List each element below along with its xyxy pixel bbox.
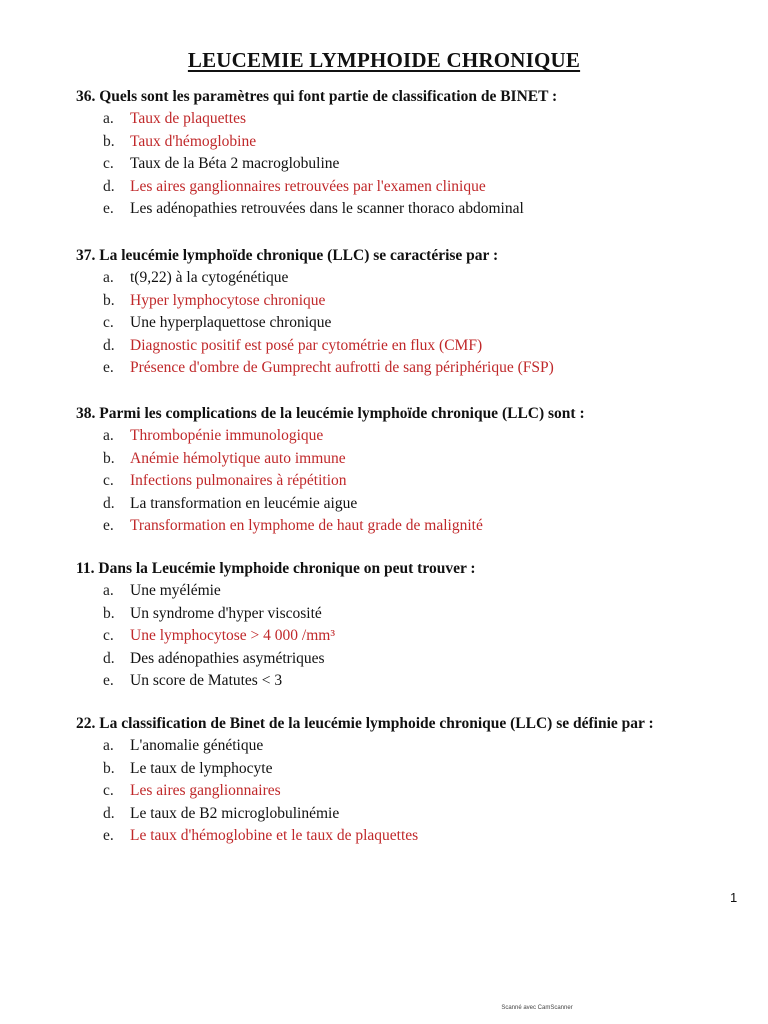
option-text: Les adénopathies retrouvées dans le scanner thoraco abdominal xyxy=(130,200,524,218)
option-text: La transformation en leucémie aigue xyxy=(130,494,358,512)
option-text: Une hyperplaquettose chronique xyxy=(130,314,332,332)
option-c xyxy=(76,470,756,493)
option-text: Taux d'hémoglobine xyxy=(130,132,257,150)
option-b xyxy=(76,290,756,313)
option-a xyxy=(76,267,756,290)
option-letter: b. xyxy=(103,449,115,467)
option-text: Taux de la Béta 2 macroglobuline xyxy=(130,155,340,173)
option-d xyxy=(76,335,756,358)
option-c xyxy=(76,312,756,335)
option-e xyxy=(76,198,756,221)
option-text: Présence d'ombre de Gumprecht aufrotti de sang périphérique (FSP) xyxy=(130,359,554,377)
option-d xyxy=(76,803,756,826)
option-text: t(9,22) à la cytogénétique xyxy=(130,269,289,286)
option-letter: c. xyxy=(103,782,114,800)
option-d xyxy=(76,648,756,671)
option-text: Diagnostic positif est posé par cytométrie en flux (CMF) xyxy=(130,336,483,354)
option-letter: e. xyxy=(103,672,114,690)
option-letter: b. xyxy=(103,291,115,309)
option-letter: b. xyxy=(103,132,115,150)
option-text: Les aires ganglionnaires retrouvées par l'examen clinique xyxy=(130,177,486,195)
page-title: LEUCEMIE LYMPHOIDE CHRONIQUE xyxy=(187,48,581,73)
question-text: 22. La classification de Binet de la leucémie lymphoide chronique (LLC) se définie par : xyxy=(76,715,654,732)
option-letter: d. xyxy=(103,177,115,195)
options-list xyxy=(76,425,756,538)
option-text: Infections pulmonaires à répétition xyxy=(130,472,347,490)
option-letter: e. xyxy=(103,827,114,845)
option-letter: d. xyxy=(103,336,115,354)
option-text: Des adénopathies asymétriques xyxy=(130,649,325,667)
scanner-watermark: Scanné avec CamScanner xyxy=(501,1005,573,1011)
question-36 xyxy=(76,86,756,221)
question-text: 11. Dans la Leucémie lymphoide chronique on peut trouver : xyxy=(76,560,476,577)
option-c xyxy=(76,153,756,176)
option-d xyxy=(76,493,756,516)
option-letter: e. xyxy=(103,200,114,218)
question-22 xyxy=(76,713,756,848)
options-list xyxy=(76,735,756,848)
question-text: 37. La leucémie lymphoïde chronique (LLC) se caractérise par : xyxy=(76,247,499,264)
option-b xyxy=(76,603,756,626)
option-letter: a. xyxy=(103,269,114,286)
option-text: Une lymphocytose > 4 000 /mm³ xyxy=(130,627,335,645)
options-list xyxy=(76,267,756,380)
option-e xyxy=(76,670,756,693)
option-letter: d. xyxy=(103,804,115,822)
option-text: Le taux de B2 microglobulinémie xyxy=(130,804,340,822)
option-letter: c. xyxy=(103,627,114,645)
option-d xyxy=(76,176,756,199)
option-b xyxy=(76,758,756,781)
option-text: Un score de Matutes < 3 xyxy=(130,672,283,690)
option-letter: b. xyxy=(103,604,115,622)
option-letter: a. xyxy=(103,427,114,444)
option-a xyxy=(76,425,756,448)
option-text: Thrombopénie immunologique xyxy=(130,427,324,444)
option-letter: b. xyxy=(103,759,115,777)
option-letter: c. xyxy=(103,314,114,332)
question-text: 38. Parmi les complications de la leucémie lymphoïde chronique (LLC) sont : xyxy=(76,405,585,422)
option-letter: e. xyxy=(103,359,114,377)
options-list xyxy=(76,580,756,693)
question-38 xyxy=(76,403,756,538)
option-e xyxy=(76,357,756,380)
option-a xyxy=(76,108,756,131)
option-text: Le taux d'hémoglobine et le taux de plaquettes xyxy=(130,827,419,845)
option-text: Une myélémie xyxy=(130,582,221,599)
option-c xyxy=(76,780,756,803)
option-letter: c. xyxy=(103,472,114,490)
option-a xyxy=(76,735,756,758)
option-text: L'anomalie génétique xyxy=(130,737,264,754)
option-letter: d. xyxy=(103,494,115,512)
option-e xyxy=(76,825,756,848)
option-text: Transformation en lymphome de haut grade de malignité xyxy=(130,517,483,535)
option-text: Un syndrome d'hyper viscosité xyxy=(130,604,322,622)
option-b xyxy=(76,448,756,471)
option-letter: e. xyxy=(103,517,114,535)
option-text: Taux de plaquettes xyxy=(130,110,246,127)
option-letter: a. xyxy=(103,110,114,127)
question-text: 36. Quels sont les paramètres qui font partie de classification de BINET : xyxy=(76,88,558,105)
option-text: Anémie hémolytique auto immune xyxy=(130,449,346,467)
options-list xyxy=(76,108,756,221)
option-letter: a. xyxy=(103,737,114,754)
option-text: Les aires ganglionnaires xyxy=(130,782,281,800)
option-letter: c. xyxy=(103,155,114,173)
option-b xyxy=(76,131,756,154)
option-a xyxy=(76,580,756,603)
option-e xyxy=(76,515,756,538)
option-text: Le taux de lymphocyte xyxy=(130,759,273,777)
question-11 xyxy=(76,558,756,693)
page-number: 1 xyxy=(730,890,738,905)
option-c xyxy=(76,625,756,648)
question-37 xyxy=(76,245,756,380)
option-letter: d. xyxy=(103,649,115,667)
option-text: Hyper lymphocytose chronique xyxy=(130,291,326,309)
option-letter: a. xyxy=(103,582,114,599)
